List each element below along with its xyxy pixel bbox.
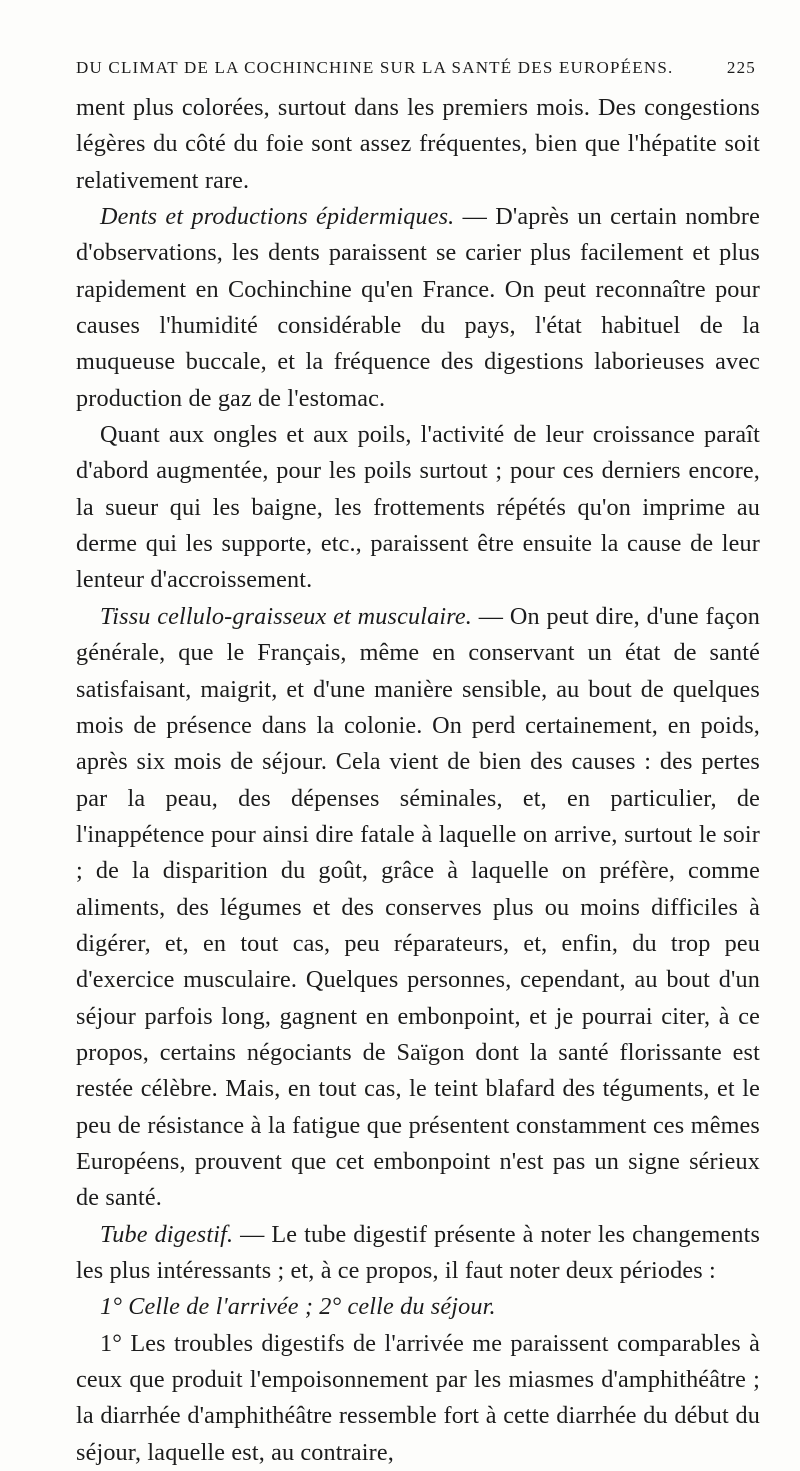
paragraph-text: — Le tube digestif présente à noter les changements les plus intéressants ; et, à ce propos, il faut noter deux périodes : [76,1220,761,1284]
paragraph [76,599,760,1217]
section-title: Tube digestif. [100,1220,234,1248]
paragraph [76,1326,760,1471]
paragraph-text: Quant aux ongles et aux poils, l'activité de leur croissance paraît d'abord augmentée, pour les poils surtout ; pour ces derniers encore, la sueur qui les baigne, les frottements répétés qu'on imprime au derme qui les supporte, etc., paraissent être ensuite la cause de leur lenteur d'accroissement. [76,421,760,594]
section-title: Dents et productions épidermiques. [100,203,455,231]
paragraph [76,90,760,199]
enumeration-line [76,1289,760,1325]
body-text [76,90,760,1471]
paragraph [76,1217,760,1290]
paragraph-text: ment plus colorées, surtout dans les premiers mois. Des congestions légères du côté du foie sont assez fréquentes, bien que l'hépatite soit relativement rare. [76,94,760,194]
section-title: Tissu cellulo-graisseux et musculaire. [100,602,472,630]
paragraph-text: 1° Les troubles digestifs de l'arrivée me paraissent comparables à ceux que produit l'empoisonnement par les miasmes d'amphithéâtre ; la diarrhée d'amphithéâtre ressemble fort à cette diarrhée du début du séjour, laquelle est, au contraire, [76,1329,760,1466]
paragraph [76,199,760,417]
enumeration-text: 1° Celle de l'arrivée ; 2° celle du séjour. [100,1293,496,1321]
running-head [76,58,760,84]
paragraph [76,417,760,599]
page-number: 225 [726,58,756,77]
running-head-title: DU CLIMAT DE LA COCHINCHINE SUR LA SANTÉ DES EUROPÉENS. [76,58,674,77]
paragraph-text: — D'après un certain nombre d'observations, les dents paraissent se carier plus facilement et plus rapidement en Cochinchine qu'en France. On peut reconnaître pour causes l'humidité considérable du pays, l'état habituel de la muqueuse buccale, et la fréquence des digestions laborieuses avec production de gaz de l'estomac. [76,203,760,412]
paragraph-text: — On peut dire, d'une façon générale, que le Français, même en conservant un état de santé satisfaisant, maigrit, et d'une manière sensible, au bout de quelques mois de présence dans la colonie. On perd certainement, en poids, après six mois de séjour. Cela vient de bien des causes : des pertes par la peau, des dépenses séminales, et, en particulier, de l'inappétence pour ainsi dire fatale à laquelle on arrive, surtout le soir ; de la disparition du goût, grâce à laquelle on préfère, comme aliments, des légumes et des conserves plus ou moins difficiles à digérer, et, en tout cas, peu réparateurs, et, enfin, du trop peu d'exercice musculaire. Quelques personnes, cependant, au bout d'un séjour parfois long, gagnent en embonpoint, et je pourrai citer, à ce propos, certains négociants de Saïgon dont la santé florissante est restée célèbre. Mais, en tout cas, le teint blafard des téguments, et le peu de résistance à la fatigue que présentent constamment ces mêmes Européens, prouvent que cet embonpoint n'est pas un signe sérieux de santé. [76,602,760,1212]
